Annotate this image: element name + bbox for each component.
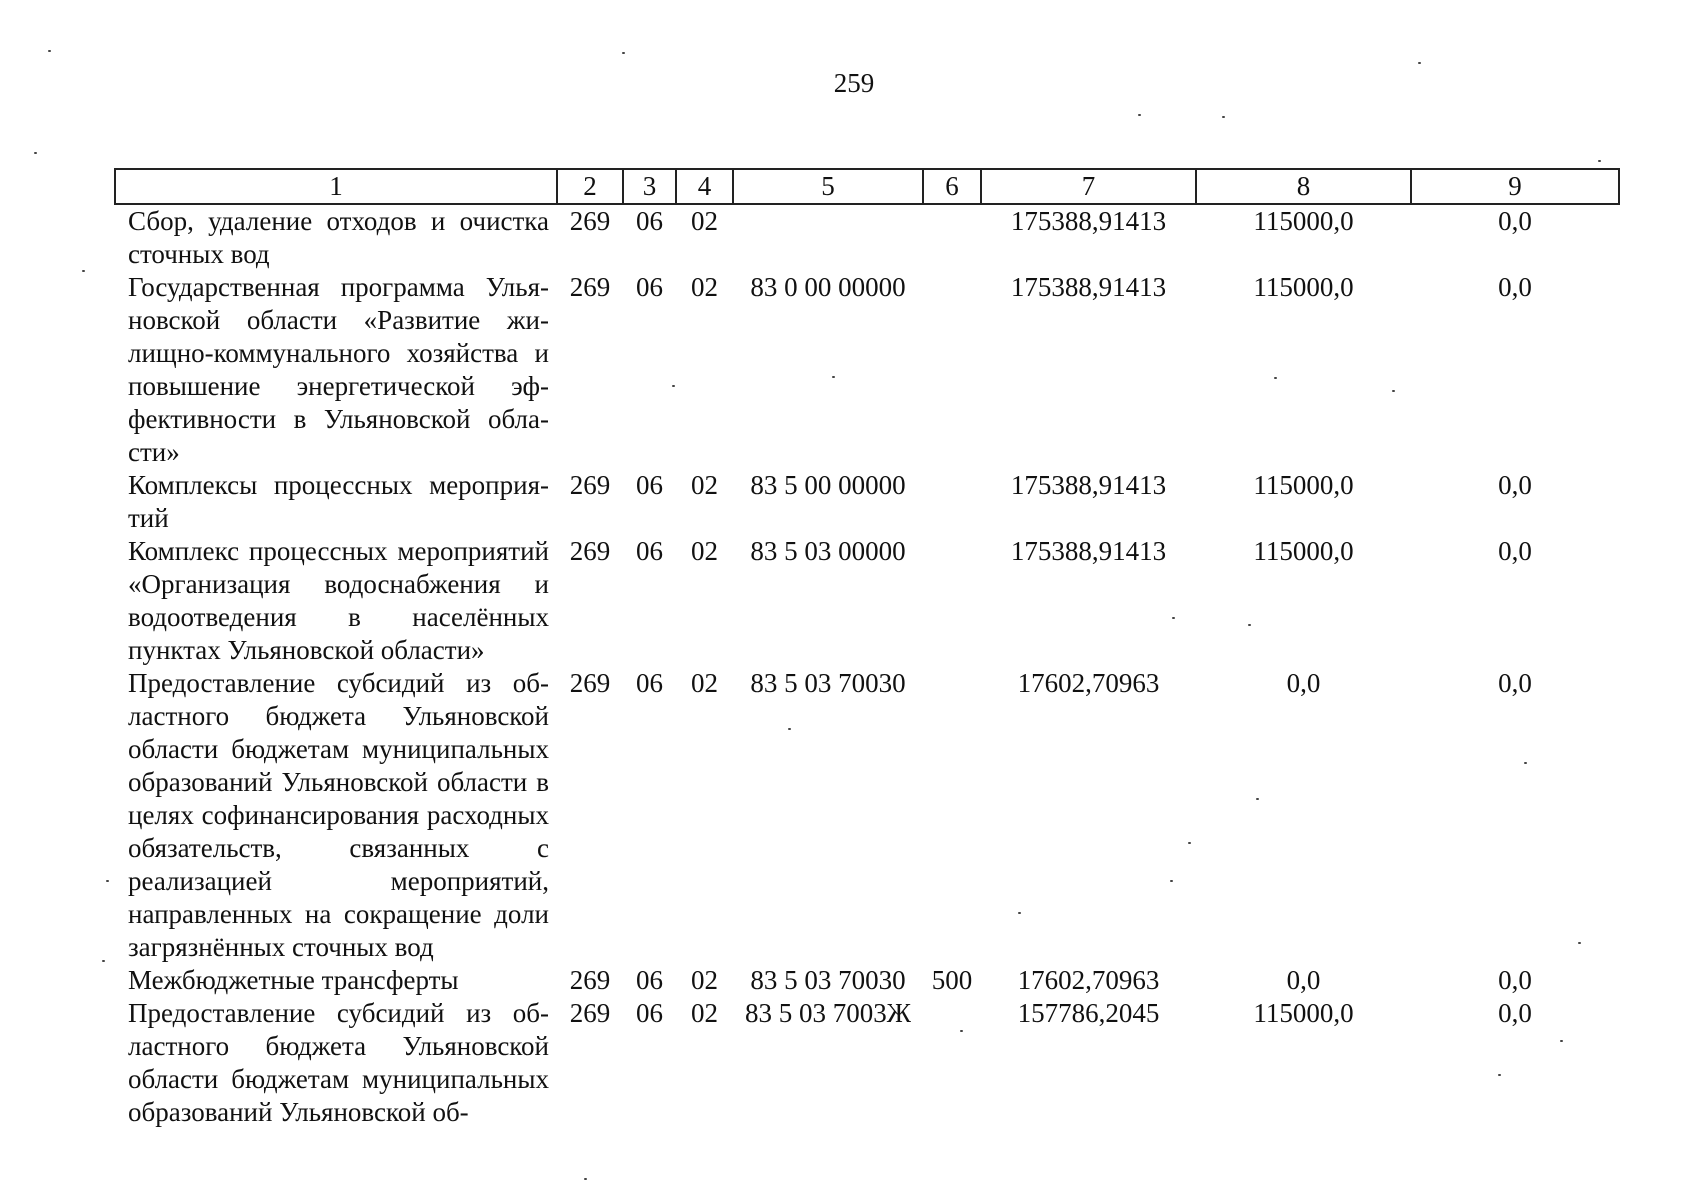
cell-col8: 115000,0 xyxy=(1253,272,1354,302)
scan-speck xyxy=(788,728,791,730)
cell-col2: 269 xyxy=(569,470,611,500)
cell-col3: 06 xyxy=(636,470,663,500)
cell-col4: 02 xyxy=(691,206,718,236)
scan-speck xyxy=(1222,116,1225,118)
scan-speck xyxy=(1188,842,1191,844)
scan-speck xyxy=(672,385,675,387)
scan-speck xyxy=(1498,1074,1501,1076)
scan-speck xyxy=(960,1030,963,1032)
cell-col3: 06 xyxy=(636,272,663,302)
cell-col9: 0,0 xyxy=(1498,206,1532,236)
row-name: Предоставление субсидий из областного бюджета Ульяновской области бюджетам муниципальных образований Ульяновской области в целях софинансирования расходных обязательств, связанных с реализацией мероприятий, направленных на сокращение доли загрязнённых сточных вод xyxy=(128,668,549,962)
cell-col5: 83 5 03 70030 xyxy=(750,965,906,995)
cell-col8: 0,0 xyxy=(1286,668,1321,698)
cell-col5: 83 5 03 70030 xyxy=(750,668,906,698)
cell-col7: 175388,91413 xyxy=(1010,272,1167,302)
scan-speck xyxy=(1578,942,1581,944)
cell-col3: 06 xyxy=(636,965,663,995)
cell-col2: 269 xyxy=(569,536,611,566)
column-header: 2 xyxy=(557,169,623,204)
cell-col4: 02 xyxy=(691,998,718,1028)
cell-col9: 0,0 xyxy=(1498,272,1532,302)
column-header: 7 xyxy=(981,169,1196,204)
scan-speck xyxy=(584,1178,587,1180)
budget-table xyxy=(114,168,1620,1129)
row-name: Комплексы процессных мероприятий xyxy=(128,470,549,533)
cell-col2: 269 xyxy=(569,272,611,302)
cell-col8: 115000,0 xyxy=(1253,536,1354,566)
row-name: Государственная программа Ульяновской области «Развитие жилищно-коммунального хозяйства и повышение энергетической эффективности в Ульяновской области» xyxy=(128,272,549,467)
column-header: 5 xyxy=(733,169,923,204)
scan-speck xyxy=(1138,114,1141,116)
cell-col4: 02 xyxy=(691,536,718,566)
cell-col5: 83 0 00 00000 xyxy=(750,272,906,302)
scan-speck xyxy=(1170,880,1173,882)
cell-col3: 06 xyxy=(636,998,663,1028)
row-name: Межбюджетные трансферты xyxy=(128,965,459,995)
cell-col5: 83 5 03 7003Ж xyxy=(745,998,911,1028)
column-header: 9 xyxy=(1411,169,1619,204)
scan-speck xyxy=(1560,1040,1563,1042)
row-name: Комплекс процессных мероприятий «Организация водоснабжения и водоотведения в населённых пунктах Ульяновской области» xyxy=(128,536,549,665)
scan-speck xyxy=(102,960,105,962)
cell-col5 xyxy=(733,204,923,271)
cell-col6 xyxy=(923,469,981,535)
cell-col9: 0,0 xyxy=(1498,470,1532,500)
column-header: 4 xyxy=(676,169,733,204)
cell-col4: 02 xyxy=(691,668,718,698)
cell-col6 xyxy=(923,667,981,964)
scan-speck xyxy=(622,52,625,54)
scan-speck xyxy=(1274,377,1277,379)
table-row xyxy=(115,997,1619,1129)
scan-speck xyxy=(48,50,51,52)
cell-col9: 0,0 xyxy=(1498,536,1532,566)
cell-col2: 269 xyxy=(569,668,611,698)
column-header: 6 xyxy=(923,169,981,204)
cell-col6 xyxy=(923,271,981,469)
scan-speck xyxy=(1392,390,1395,392)
scan-speck xyxy=(106,880,109,882)
table-row xyxy=(115,271,1619,469)
page-number: 259 xyxy=(833,68,875,98)
column-header: 3 xyxy=(623,169,676,204)
table-row xyxy=(115,469,1619,535)
row-name: Сбор, удаление отходов и очистка сточных вод xyxy=(128,206,549,269)
scan-speck xyxy=(82,270,85,272)
cell-col8: 115000,0 xyxy=(1253,470,1354,500)
cell-col3: 06 xyxy=(636,206,663,236)
column-header: 1 xyxy=(115,169,557,204)
scan-speck xyxy=(1018,912,1021,914)
cell-col2: 269 xyxy=(569,965,611,995)
table-row xyxy=(115,204,1619,271)
scan-speck xyxy=(1524,762,1527,764)
cell-col8: 115000,0 xyxy=(1253,998,1354,1028)
table-header xyxy=(115,169,1619,204)
row-name: Предоставление субсидий из областного бюджета Ульяновской области бюджетам муниципальных образований Ульяновской об- xyxy=(128,998,549,1127)
cell-col4: 02 xyxy=(691,272,718,302)
cell-col7: 17602,70963 xyxy=(1017,965,1160,995)
cell-col9: 0,0 xyxy=(1498,668,1532,698)
cell-col8: 0,0 xyxy=(1286,965,1321,995)
table-row xyxy=(115,535,1619,667)
cell-col7: 17602,70963 xyxy=(1017,668,1160,698)
cell-col9: 0,0 xyxy=(1498,965,1532,995)
cell-col7: 175388,91413 xyxy=(1010,470,1167,500)
cell-col4: 02 xyxy=(691,470,718,500)
cell-col9: 0,0 xyxy=(1498,998,1532,1028)
cell-col7: 175388,91413 xyxy=(1010,536,1167,566)
scan-speck xyxy=(1418,62,1421,64)
cell-col5: 83 5 00 00000 xyxy=(750,470,906,500)
table-row xyxy=(115,667,1619,964)
scan-speck xyxy=(832,376,835,378)
scan-speck xyxy=(1256,798,1259,800)
cell-col6: 500 xyxy=(931,965,973,995)
scan-speck xyxy=(1172,617,1175,619)
cell-col7: 175388,91413 xyxy=(1010,206,1167,236)
column-header: 8 xyxy=(1196,169,1411,204)
cell-col3: 06 xyxy=(636,668,663,698)
scan-speck xyxy=(34,152,37,154)
cell-col8: 115000,0 xyxy=(1253,206,1354,236)
scan-speck xyxy=(1248,624,1251,626)
cell-col7: 157786,2045 xyxy=(1017,998,1160,1028)
cell-col2: 269 xyxy=(569,998,611,1028)
cell-col6 xyxy=(923,204,981,271)
cell-col6 xyxy=(923,535,981,667)
cell-col5: 83 5 03 00000 xyxy=(750,536,906,566)
table-row xyxy=(115,964,1619,997)
cell-col4: 02 xyxy=(691,965,718,995)
cell-col3: 06 xyxy=(636,536,663,566)
cell-col6 xyxy=(923,997,981,1129)
cell-col2: 269 xyxy=(569,206,611,236)
scan-speck xyxy=(1598,160,1601,162)
